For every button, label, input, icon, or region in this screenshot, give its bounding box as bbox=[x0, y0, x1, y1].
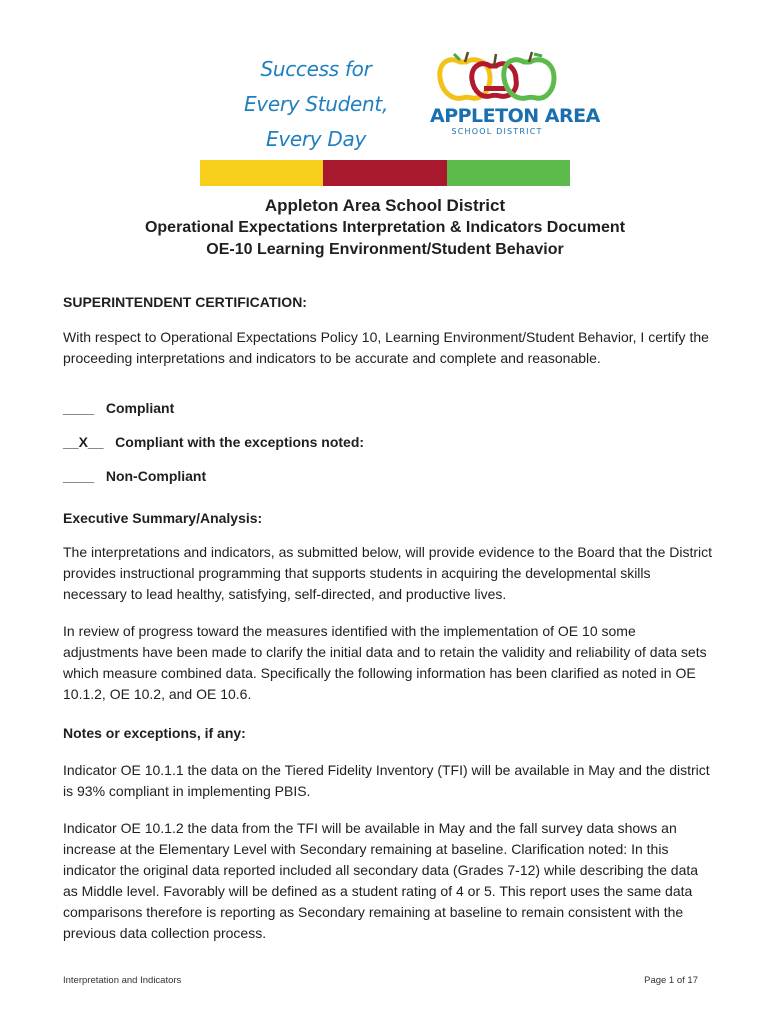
tagline-line: Success for bbox=[260, 57, 372, 81]
option-label: Non-Compliant bbox=[105, 468, 207, 484]
district-title: Appleton Area School District bbox=[264, 196, 506, 215]
notes-paragraph: Indicator OE 10.1.2 the data from the TFI will be available in May and the fall survey data shows an increase at the Elementary Level with Secondary remaining at baseline. Clarification noted: In this indicator the original data reported included all secondary data (Grades 7-12) while describing the data as Middle level. Favorably will be defined as a student rating of 4 or 5. This report uses the same data comparisons therefore is reporting as Secondary remaining at baseline to remain consistent with the previous data collection process. bbox=[63, 820, 699, 941]
document-title: Operational Expectations Interpretation & Indicators Document bbox=[144, 219, 626, 236]
color-bar-green bbox=[447, 160, 570, 186]
tagline-line: Every Day bbox=[266, 127, 366, 151]
color-bar bbox=[200, 160, 570, 186]
option-mark: __X__ bbox=[63, 434, 104, 450]
notes-heading: Notes or exceptions, if any: bbox=[63, 725, 246, 741]
tagline bbox=[226, 52, 406, 157]
page-number: Page 1 of 17 bbox=[644, 975, 698, 986]
footer-label: Interpretation and Indicators bbox=[63, 975, 182, 986]
option-non-compliant bbox=[63, 466, 713, 487]
policy-title: OE-10 Learning Environment/Student Behavior bbox=[206, 241, 564, 258]
summary-paragraph: The interpretations and indicators, as submitted below, will provide evidence to the Board that the District provides instructional programming that supports students in acquiring the developmental skills necessary to lead healthy, satisfying, self-directed, and productive lives. bbox=[63, 544, 713, 602]
certification-heading: SUPERINTENDENT CERTIFICATION: bbox=[63, 294, 307, 310]
option-mark: ____ bbox=[63, 468, 95, 484]
document-titles bbox=[40, 194, 730, 261]
option-mark: ____ bbox=[63, 400, 95, 416]
option-compliant-exceptions bbox=[63, 432, 713, 453]
logo-subtitle: SCHOOL DISTRICT bbox=[451, 127, 543, 136]
summary-heading: Executive Summary/Analysis: bbox=[63, 510, 263, 526]
summary-paragraph: In review of progress toward the measures identified with the implementation of OE 10 some adjustments have been made to clarify the initial data and to retain the validity and reliability of data sets which measure combined data. Specifically the following information has been clarified as noted in OE 10.1.2, OE 10.2, and OE 10.6. bbox=[63, 623, 707, 702]
notes-paragraph: Indicator OE 10.1.1 the data on the Tiered Fidelity Inventory (TFI) will be available in May and the district is 93% compliant in implementing PBIS. bbox=[63, 762, 710, 799]
option-label: Compliant with the exceptions noted: bbox=[115, 434, 365, 450]
tagline-line: Every Student, bbox=[243, 92, 389, 116]
logo-name: APPLETON AREA bbox=[430, 105, 600, 127]
option-label: Compliant bbox=[105, 400, 175, 416]
color-bar-yellow bbox=[200, 160, 323, 186]
color-bar-red bbox=[323, 160, 446, 186]
certification-statement: With respect to Operational Expectations Policy 10, Learning Environment/Student Behavior, I certify the proceeding interpretations and indicators to be accurate and complete and reasonable. bbox=[63, 329, 709, 366]
option-compliant bbox=[63, 398, 713, 419]
